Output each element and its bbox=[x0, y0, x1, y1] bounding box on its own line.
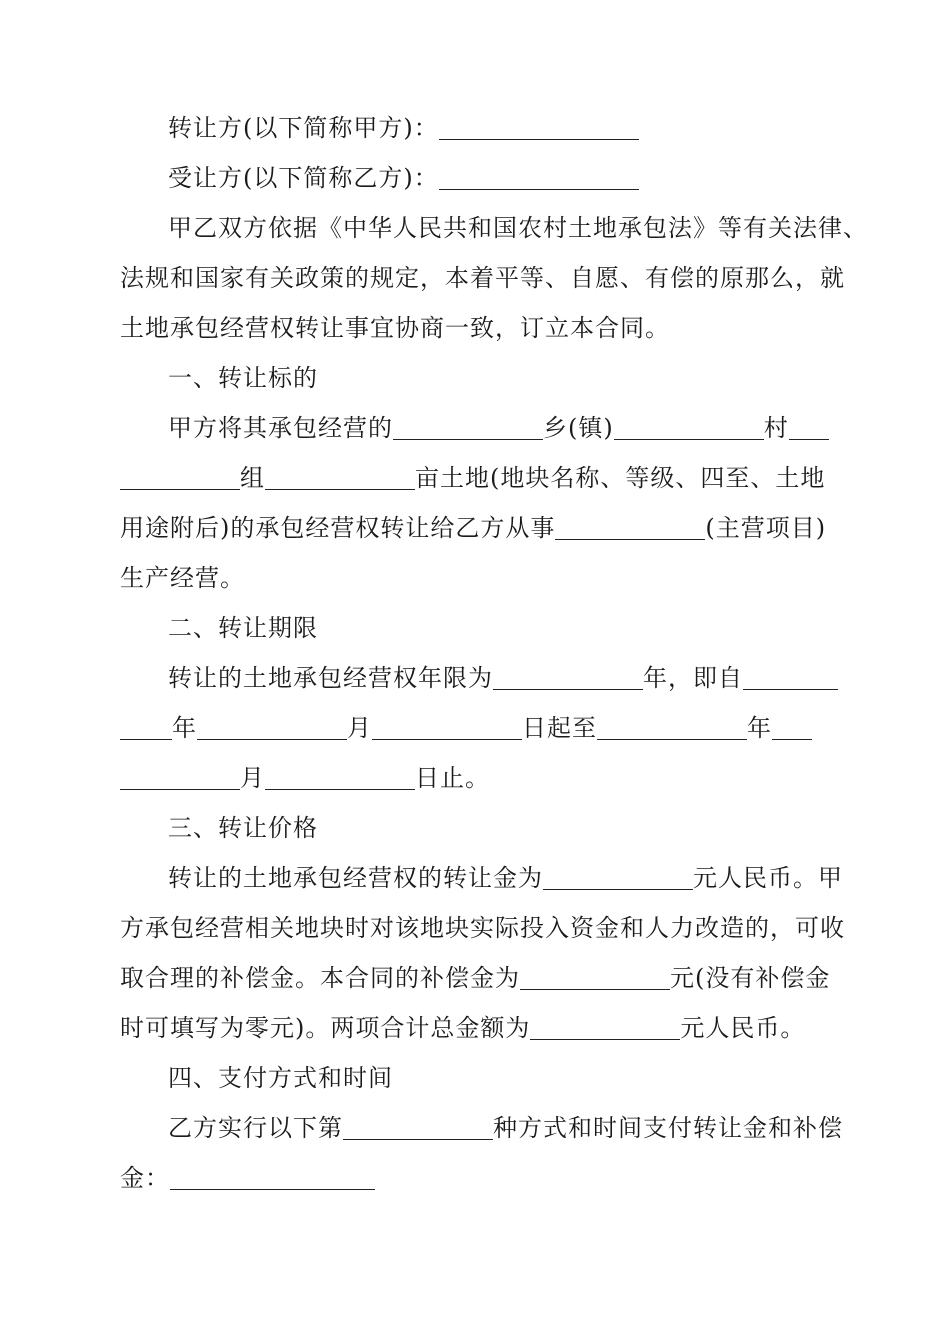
s4-line-1 bbox=[168, 1113, 843, 1143]
end-month-blank-end[interactable] bbox=[120, 767, 240, 790]
s2-line-1 bbox=[168, 663, 838, 693]
party-b-blank[interactable] bbox=[439, 167, 639, 190]
party-b-line bbox=[168, 163, 639, 193]
intro-line-1: 甲乙双方依据《中华人民共和国农村土地承包法》等有关法律、 bbox=[168, 214, 868, 242]
s2-text: 日起至 bbox=[522, 714, 597, 742]
business-blank[interactable] bbox=[555, 517, 705, 540]
area-blank[interactable] bbox=[265, 467, 415, 490]
s2-text: 年 bbox=[172, 714, 197, 742]
s4-text: 种方式和时间支付转让金和补偿 bbox=[493, 1114, 843, 1142]
section-4-heading: 四、支付方式和时间 bbox=[168, 1064, 393, 1092]
transfer-fee-blank[interactable] bbox=[543, 867, 693, 890]
term-years-blank[interactable] bbox=[493, 667, 643, 690]
s3-line-1 bbox=[168, 863, 843, 893]
s3-text: 元人民币。 bbox=[680, 1014, 806, 1042]
s3-text: 元(没有补偿金 bbox=[670, 964, 831, 992]
s3-text: 取合理的补偿金。本合同的补偿金为 bbox=[120, 964, 520, 992]
s2-text: 月 bbox=[347, 714, 372, 742]
s1-text: 亩土地(地块名称、等级、四至、土地 bbox=[415, 464, 826, 492]
s2-text: 月 bbox=[240, 764, 265, 792]
start-month-blank[interactable] bbox=[197, 717, 347, 740]
party-b-label: 受让方(以下简称乙方)： bbox=[168, 164, 439, 192]
s1-text: 组 bbox=[240, 464, 265, 492]
party-a-label: 转让方(以下简称甲方)： bbox=[168, 114, 439, 142]
s2-line-3 bbox=[120, 763, 490, 793]
payment-method-blank[interactable] bbox=[343, 1117, 493, 1140]
payment-detail-blank[interactable] bbox=[170, 1167, 375, 1190]
s1-text: 乡(镇) bbox=[543, 414, 614, 442]
village-blank[interactable] bbox=[614, 417, 764, 440]
compensation-blank[interactable] bbox=[520, 967, 670, 990]
s2-text: 转让的土地承包经营权年限为 bbox=[168, 664, 493, 692]
s4-text: 乙方实行以下第 bbox=[168, 1114, 343, 1142]
party-a-blank[interactable] bbox=[439, 117, 639, 140]
s1-text: 用途附后)的承包经营权转让给乙方从事 bbox=[120, 514, 556, 542]
start-year-blank-end[interactable] bbox=[120, 717, 172, 740]
start-year-blank-start[interactable] bbox=[743, 667, 838, 690]
s3-text: 时可填写为零元)。两项合计总金额为 bbox=[120, 1014, 531, 1042]
intro-line-3: 土地承包经营权转让事宜协商一致，订立本合同。 bbox=[120, 314, 670, 342]
end-day-blank[interactable] bbox=[265, 767, 415, 790]
start-day-blank[interactable] bbox=[372, 717, 522, 740]
s2-text: 年 bbox=[747, 714, 772, 742]
section-2-heading: 二、转让期限 bbox=[168, 614, 318, 642]
s3-line-2: 方承包经营相关地块时对该地块实际投入资金和人力改造的，可收 bbox=[120, 914, 845, 942]
section-3-heading: 三、转让价格 bbox=[168, 814, 318, 842]
s3-line-3 bbox=[120, 963, 830, 993]
s3-line-4 bbox=[120, 1013, 805, 1043]
s4-line-2 bbox=[120, 1163, 375, 1193]
s1-line-1 bbox=[168, 413, 829, 443]
s3-text: 转让的土地承包经营权的转让金为 bbox=[168, 864, 543, 892]
end-month-blank-start[interactable] bbox=[772, 717, 812, 740]
s2-text: 年，即自 bbox=[643, 664, 743, 692]
group-blank-start[interactable] bbox=[789, 417, 829, 440]
s1-text: (主营项目) bbox=[705, 514, 827, 542]
s1-line-3 bbox=[120, 513, 826, 543]
s1-line-2 bbox=[120, 463, 825, 493]
s2-line-2 bbox=[120, 713, 812, 743]
section-1-heading: 一、转让标的 bbox=[168, 364, 318, 392]
s1-text: 甲方将其承包经营的 bbox=[168, 414, 393, 442]
total-amount-blank[interactable] bbox=[530, 1017, 680, 1040]
s2-text: 日止。 bbox=[415, 764, 490, 792]
s4-text: 金： bbox=[120, 1164, 170, 1192]
group-blank-end[interactable] bbox=[120, 467, 240, 490]
end-year-blank[interactable] bbox=[597, 717, 747, 740]
s1-line-4: 生产经营。 bbox=[120, 564, 245, 592]
party-a-line bbox=[168, 113, 639, 143]
township-blank[interactable] bbox=[393, 417, 543, 440]
s3-text: 元人民币。甲 bbox=[693, 864, 843, 892]
intro-line-2: 法规和国家有关政策的规定，本着平等、自愿、有偿的原那么，就 bbox=[120, 264, 845, 292]
s1-text: 村 bbox=[763, 414, 789, 442]
